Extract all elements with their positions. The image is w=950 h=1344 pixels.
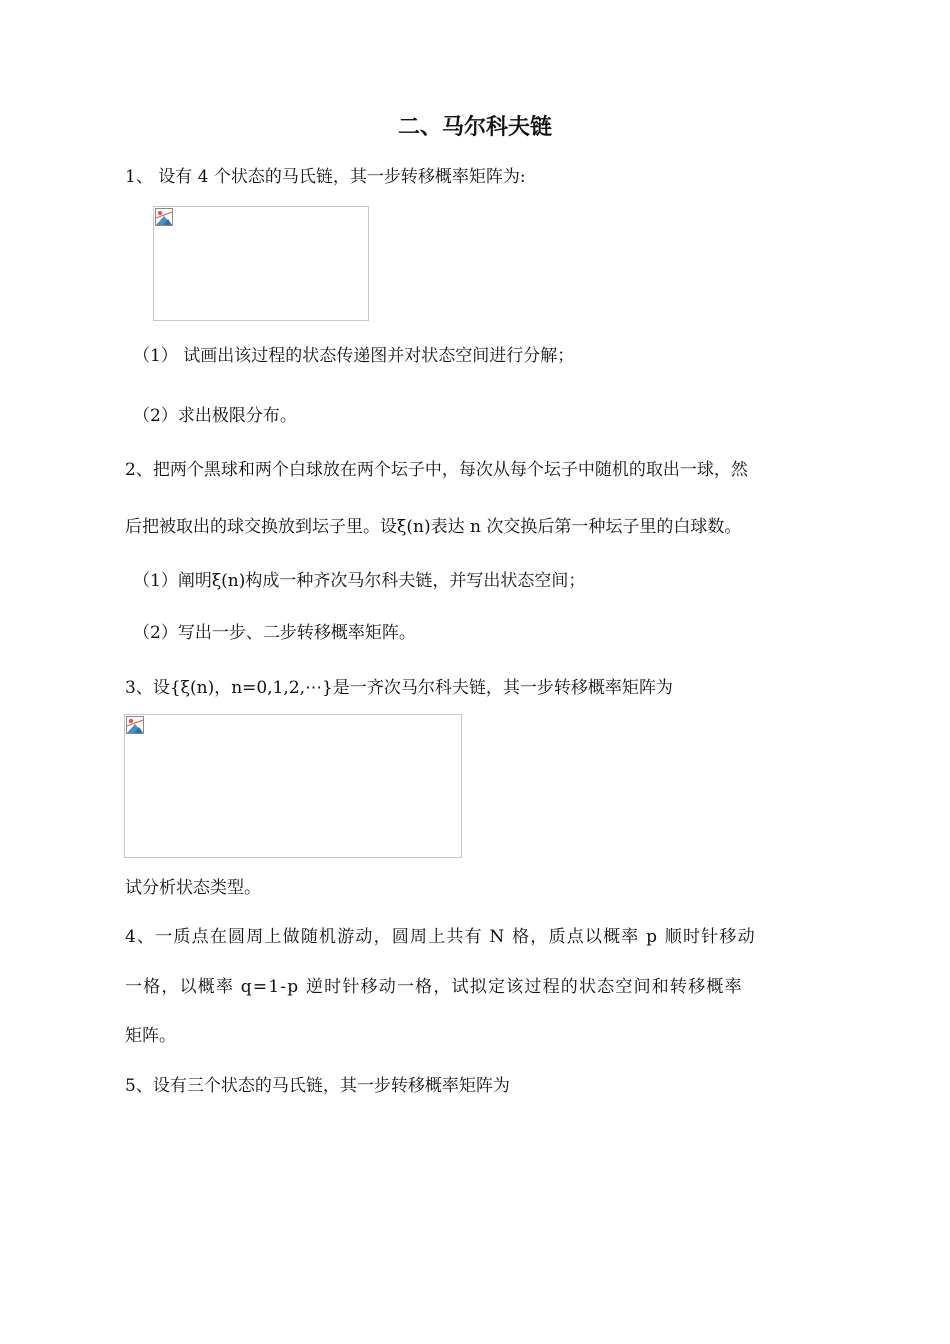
q3-matrix-image [124, 714, 462, 858]
q3-after: 试分析状态类型。 [125, 878, 261, 898]
broken-image-icon [155, 208, 173, 226]
broken-image-icon [126, 716, 144, 734]
q1-part2: （2）求出极限分布。 [133, 406, 297, 426]
q1-matrix-image [153, 206, 369, 321]
q4-line2: 一格，以概率 q=1-p 逆时针移动一格，试拟定该过程的状态空间和转移概率 [125, 977, 743, 997]
q2-part1: （1）阐明ξ(n)构成一种齐次马尔科夫链，并写出状态空间； [133, 571, 586, 591]
page-title: 二、马尔科夫链 [397, 114, 552, 140]
q5-stem: 5、设有三个状态的马氏链，其一步转移概率矩阵为 [125, 1076, 510, 1096]
q1-part1: （1） 试画出该过程的状态传递图并对状态空间进行分解； [133, 346, 575, 366]
q1-stem: 1、 设有 4 个状态的马氏链，其一步转移概率矩阵为: [125, 167, 526, 187]
q3-stem: 3、设{ξ(n)，n=0,1,2,⋯}是一齐次马尔科夫链，其一步转移概率矩阵为 [125, 678, 673, 698]
q2-part2: （2）写出一步、二步转移概率矩阵。 [133, 623, 416, 643]
q4-line1: 4、一质点在圆周上做随机游动，圆周上共有 N 格，质点以概率 p 顺时针移动 [125, 927, 756, 947]
q2-line2: 后把被取出的球交换放到坛子里。设ξ(n)表达 n 次交换后第一种坛子里的白球数。 [125, 517, 742, 537]
q4-line3: 矩阵。 [125, 1026, 176, 1046]
q2-line1: 2、把两个黑球和两个白球放在两个坛子中，每次从每个坛子中随机的取出一球，然 [125, 460, 748, 480]
